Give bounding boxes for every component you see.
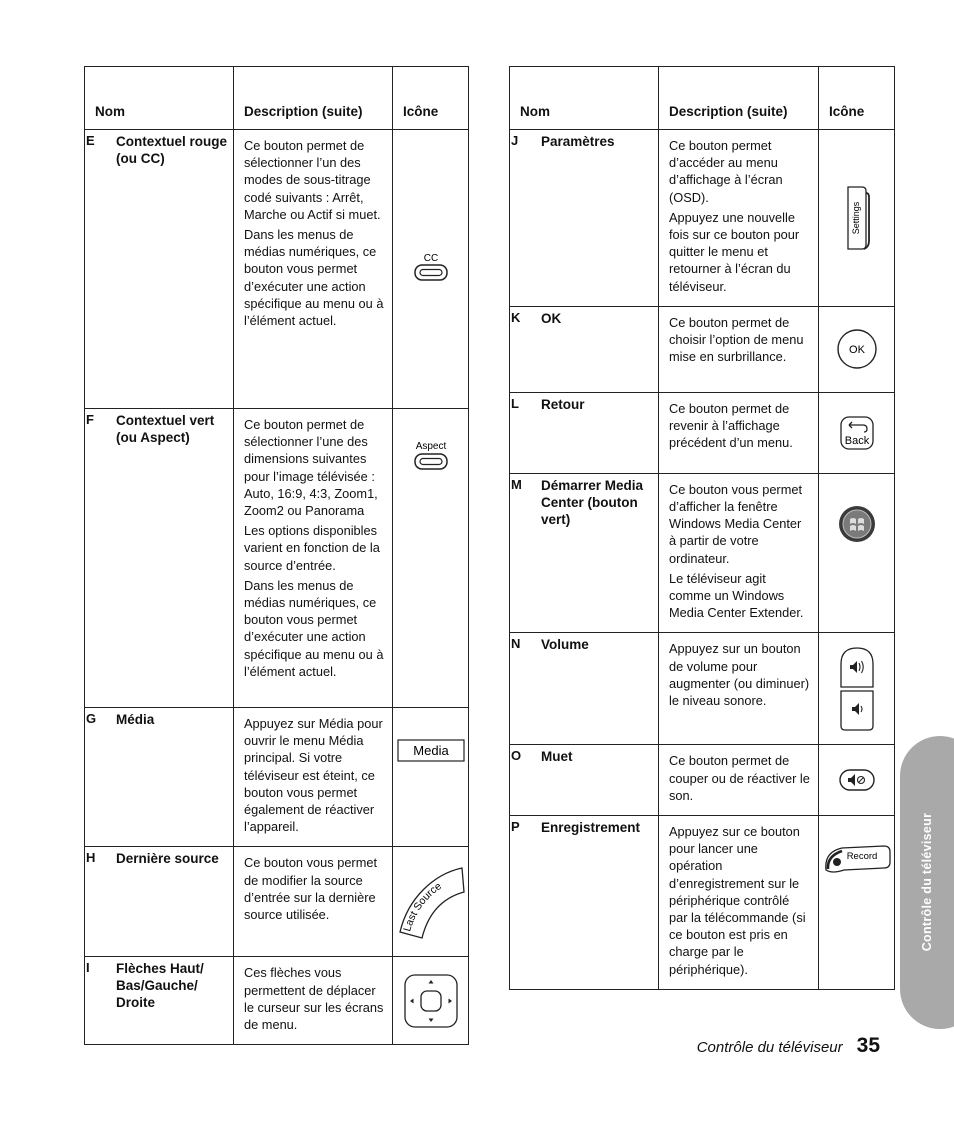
row-name: Muet bbox=[541, 749, 573, 765]
header-description: Description (suite) bbox=[659, 67, 819, 130]
svg-text:Aspect: Aspect bbox=[415, 441, 446, 452]
row-letter: P bbox=[511, 819, 520, 835]
row-letter: F bbox=[86, 412, 94, 427]
row-name: Contextuel rouge (ou CC) bbox=[116, 134, 228, 166]
left-reference-table bbox=[84, 66, 469, 1045]
row-description: Le téléviseur agit comme un Windows Media Center Extender. bbox=[669, 570, 804, 621]
row-description: Appuyez une nouvelle fois sur ce bouton pour quitter le menu et retourner à l’écran du téléviseur. bbox=[669, 209, 800, 294]
row-description: Ce bouton permet de choisir l’option de menu mise en surbrillance. bbox=[669, 314, 804, 365]
row-name: Dernière source bbox=[116, 851, 219, 867]
row-letter: J bbox=[511, 133, 519, 148]
row-letter: H bbox=[86, 850, 96, 866]
header-name: Nom bbox=[85, 67, 234, 130]
svg-text:Settings: Settings bbox=[850, 201, 861, 235]
table-row bbox=[85, 409, 469, 708]
page-footer bbox=[697, 1034, 880, 1058]
arrow-pad-icon bbox=[393, 957, 469, 1045]
row-letter: L bbox=[511, 395, 519, 411]
row-name: Volume bbox=[541, 637, 589, 653]
table-row bbox=[85, 957, 469, 1045]
row-description: Dans les menus de médias numériques, ce bouton vous permet d’exécuter une action spécifique au menu ou à l’élément actuel. bbox=[244, 227, 384, 329]
svg-text:CC: CC bbox=[423, 253, 438, 264]
table-row bbox=[510, 633, 895, 745]
row-description: Ces flèches vous permettent de déplacer le curseur sur les écrans de menu. bbox=[244, 965, 384, 1033]
row-letter: G bbox=[86, 711, 97, 726]
table-row bbox=[85, 847, 469, 957]
row-letter: O bbox=[511, 748, 522, 764]
aspect-button-icon bbox=[393, 409, 469, 708]
svg-text:Back: Back bbox=[844, 434, 869, 447]
table-row bbox=[510, 745, 895, 816]
mute-button-icon bbox=[819, 745, 895, 816]
table-row bbox=[510, 130, 895, 307]
back-button-icon bbox=[819, 392, 895, 473]
header-icon: Icône bbox=[819, 67, 895, 130]
ok-button-icon bbox=[819, 306, 895, 392]
row-name: Paramètres bbox=[541, 134, 615, 149]
row-description: Appuyez sur ce bouton pour lancer une opération d’enregistrement sur le périphérique contrôlé par la télécommande (si ce bouton est pris en charge par le périphérique). bbox=[669, 824, 806, 977]
row-letter: N bbox=[511, 636, 521, 652]
row-description: Ce bouton permet de sélectionner l’une des dimensions suivantes pour l’image télévisée : Auto, 16:9, 4:3, Zoom1, Zoom2 ou Panorama bbox=[244, 417, 378, 519]
footer-section-title: Contrôle du téléviseur bbox=[696, 1039, 843, 1056]
row-description: Appuyez sur Média pour ouvrir le menu Média principal. Si votre téléviseur est éteint, ce bouton vous permet également de réactiver l’appareil. bbox=[244, 716, 383, 835]
row-description: Ce bouton permet d’accéder au menu d’affichage à l’écran (OSD). bbox=[669, 138, 783, 205]
row-name: Flèches Haut/ Bas/Gauche/ Droite bbox=[116, 961, 204, 1011]
windows-start-button-icon bbox=[819, 473, 895, 633]
header-name: Nom bbox=[510, 67, 659, 130]
right-reference-table bbox=[509, 66, 895, 990]
row-letter: M bbox=[511, 476, 522, 492]
row-name: Média bbox=[116, 712, 155, 727]
row-description: Ce bouton permet de sélectionner l’un des modes de sous-titrage codé suivants : Arrêt, Marche ou Actif si muet. bbox=[244, 138, 381, 222]
row-description: Les options disponibles varient en fonction de la source d’entrée. bbox=[244, 523, 380, 573]
row-name: Retour bbox=[541, 396, 585, 412]
table-row bbox=[510, 816, 895, 990]
settings-button-icon bbox=[819, 130, 895, 307]
page-number: 35 bbox=[856, 1034, 880, 1057]
table-row bbox=[85, 130, 469, 409]
row-letter: E bbox=[86, 133, 95, 148]
row-name: Enregistrement bbox=[541, 820, 641, 836]
row-description: Ce bouton permet de couper ou de réactiver le son. bbox=[669, 753, 810, 803]
row-description: Dans les menus de médias numériques, ce bouton vous permet d’exécuter une action spécifique au menu ou à l’élément actuel. bbox=[244, 577, 384, 679]
row-letter: K bbox=[511, 309, 521, 325]
svg-text:Record: Record bbox=[846, 851, 877, 863]
svg-text:Media: Media bbox=[412, 743, 449, 758]
cc-button-icon bbox=[393, 130, 469, 409]
media-button-icon bbox=[393, 708, 469, 847]
table-row bbox=[510, 306, 895, 392]
row-description: Ce bouton vous permet d’afficher la fenêtre Windows Media Center à partir de votre ordinateur. bbox=[669, 481, 803, 566]
header-icon: Icône bbox=[393, 67, 469, 130]
svg-text:Last Source: Last Source bbox=[400, 880, 444, 933]
row-description: Ce bouton vous permet de modifier la source d’entrée sur la dernière source utilisée. bbox=[244, 855, 378, 923]
row-description: Ce bouton permet de revenir à l’affichage précédent d’un menu. bbox=[669, 400, 793, 451]
row-description: Appuyez sur un bouton de volume pour augmenter (ou diminuer) le niveau sonore. bbox=[669, 641, 810, 709]
svg-text:OK: OK bbox=[848, 344, 865, 357]
row-letter: I bbox=[86, 960, 90, 976]
table-row bbox=[510, 473, 895, 633]
header-description: Description (suite) bbox=[234, 67, 393, 130]
last-source-button-icon bbox=[393, 847, 469, 957]
row-name: OK bbox=[541, 310, 562, 326]
row-name: Démarrer Media Center (bouton vert) bbox=[541, 477, 644, 527]
volume-buttons-icon bbox=[819, 633, 895, 745]
record-button-icon bbox=[819, 816, 895, 990]
row-name: Contextuel vert (ou Aspect) bbox=[116, 413, 215, 445]
table-row bbox=[510, 392, 895, 473]
table-row bbox=[85, 708, 469, 847]
